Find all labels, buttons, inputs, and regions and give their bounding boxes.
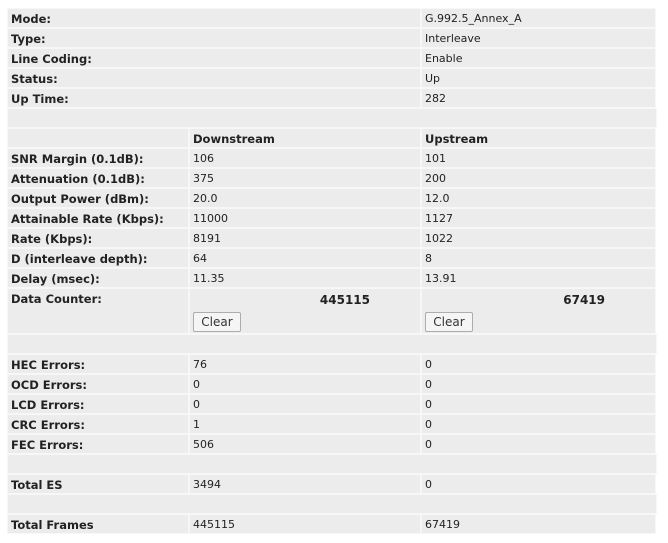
error-upstream: 0 <box>421 354 656 374</box>
data-counter-upstream <box>421 288 656 334</box>
stat-upstream: 13.91 <box>421 268 656 288</box>
summary-label: Line Coding: <box>7 48 421 68</box>
spacer-cell <box>7 334 657 354</box>
spacer-row <box>7 494 657 514</box>
summary-value: 282 <box>421 88 656 108</box>
stat-upstream: 200 <box>421 168 656 188</box>
total-frames-downstream: 445115 <box>189 514 421 534</box>
stat-row <box>7 148 657 168</box>
stat-row <box>7 268 657 288</box>
error-downstream: 1 <box>189 414 421 434</box>
error-label: CRC Errors: <box>7 414 189 434</box>
error-label: LCD Errors: <box>7 394 189 414</box>
header-downstream: Downstream <box>189 128 421 148</box>
stat-downstream: 64 <box>189 248 421 268</box>
summary-label: Status: <box>7 68 421 88</box>
error-downstream: 0 <box>189 374 421 394</box>
total-frames-row <box>7 514 657 534</box>
spacer-row <box>7 108 657 128</box>
error-row <box>7 374 657 394</box>
summary-row-mode <box>7 8 657 28</box>
header-upstream: Upstream <box>421 128 656 148</box>
summary-label: Up Time: <box>7 88 421 108</box>
spacer-cell <box>7 108 657 128</box>
error-downstream: 0 <box>189 394 421 414</box>
error-upstream: 0 <box>421 434 656 454</box>
error-label: OCD Errors: <box>7 374 189 394</box>
stat-row <box>7 248 657 268</box>
data-counter-row <box>7 288 657 334</box>
stat-downstream: 11000 <box>189 208 421 228</box>
data-counter-downstream <box>189 288 421 334</box>
summary-value: Interleave <box>421 28 656 48</box>
error-row <box>7 354 657 374</box>
stat-downstream: 20.0 <box>189 188 421 208</box>
stat-label: Attenuation (0.1dB): <box>7 168 189 188</box>
stat-label: Rate (Kbps): <box>7 228 189 248</box>
error-row <box>7 394 657 414</box>
stat-downstream: 11.35 <box>189 268 421 288</box>
stat-label: SNR Margin (0.1dB): <box>7 148 189 168</box>
data-counter-upstream-value: 67419 <box>563 293 605 307</box>
stat-upstream: 1022 <box>421 228 656 248</box>
error-downstream: 76 <box>189 354 421 374</box>
stat-upstream: 1127 <box>421 208 656 228</box>
stat-downstream: 106 <box>189 148 421 168</box>
error-row <box>7 434 657 454</box>
header-row <box>7 128 657 148</box>
stat-row <box>7 188 657 208</box>
total-es-upstream: 0 <box>421 474 656 494</box>
total-es-row <box>7 474 657 494</box>
spacer-cell <box>7 494 657 514</box>
stat-row <box>7 208 657 228</box>
summary-row-line-coding <box>7 48 657 68</box>
summary-row-status <box>7 68 657 88</box>
summary-label: Type: <box>7 28 421 48</box>
total-frames-upstream: 67419 <box>421 514 656 534</box>
error-upstream: 0 <box>421 374 656 394</box>
summary-value: Enable <box>421 48 656 68</box>
summary-row-type <box>7 28 657 48</box>
summary-row-up-time <box>7 88 657 108</box>
clear-downstream-button[interactable]: Clear <box>193 312 241 332</box>
summary-label: Mode: <box>7 8 421 28</box>
error-row <box>7 414 657 434</box>
stat-downstream: 375 <box>189 168 421 188</box>
stat-downstream: 8191 <box>189 228 421 248</box>
stat-upstream: 8 <box>421 248 656 268</box>
data-counter-downstream-value: 445115 <box>319 293 370 307</box>
spacer-row <box>7 454 657 474</box>
stat-upstream: 12.0 <box>421 188 656 208</box>
stat-label: D (interleave depth): <box>7 248 189 268</box>
total-es-downstream: 3494 <box>189 474 421 494</box>
header-empty <box>7 128 189 148</box>
summary-value: G.992.5_Annex_A <box>421 8 656 28</box>
total-frames-label: Total Frames <box>7 514 189 534</box>
error-downstream: 506 <box>189 434 421 454</box>
spacer-cell <box>7 454 657 474</box>
stat-label: Delay (msec): <box>7 268 189 288</box>
stat-row <box>7 168 657 188</box>
summary-value: Up <box>421 68 656 88</box>
error-label: FEC Errors: <box>7 434 189 454</box>
spacer-row <box>7 334 657 354</box>
stat-label: Attainable Rate (Kbps): <box>7 208 189 228</box>
stat-row <box>7 228 657 248</box>
error-upstream: 0 <box>421 414 656 434</box>
clear-upstream-button[interactable]: Clear <box>425 312 473 332</box>
total-es-label: Total ES <box>7 474 189 494</box>
error-label: HEC Errors: <box>7 354 189 374</box>
stat-label: Output Power (dBm): <box>7 188 189 208</box>
adsl-statistics-table <box>7 8 657 534</box>
stat-upstream: 101 <box>421 148 656 168</box>
data-counter-label: Data Counter: <box>7 288 189 334</box>
error-upstream: 0 <box>421 394 656 414</box>
